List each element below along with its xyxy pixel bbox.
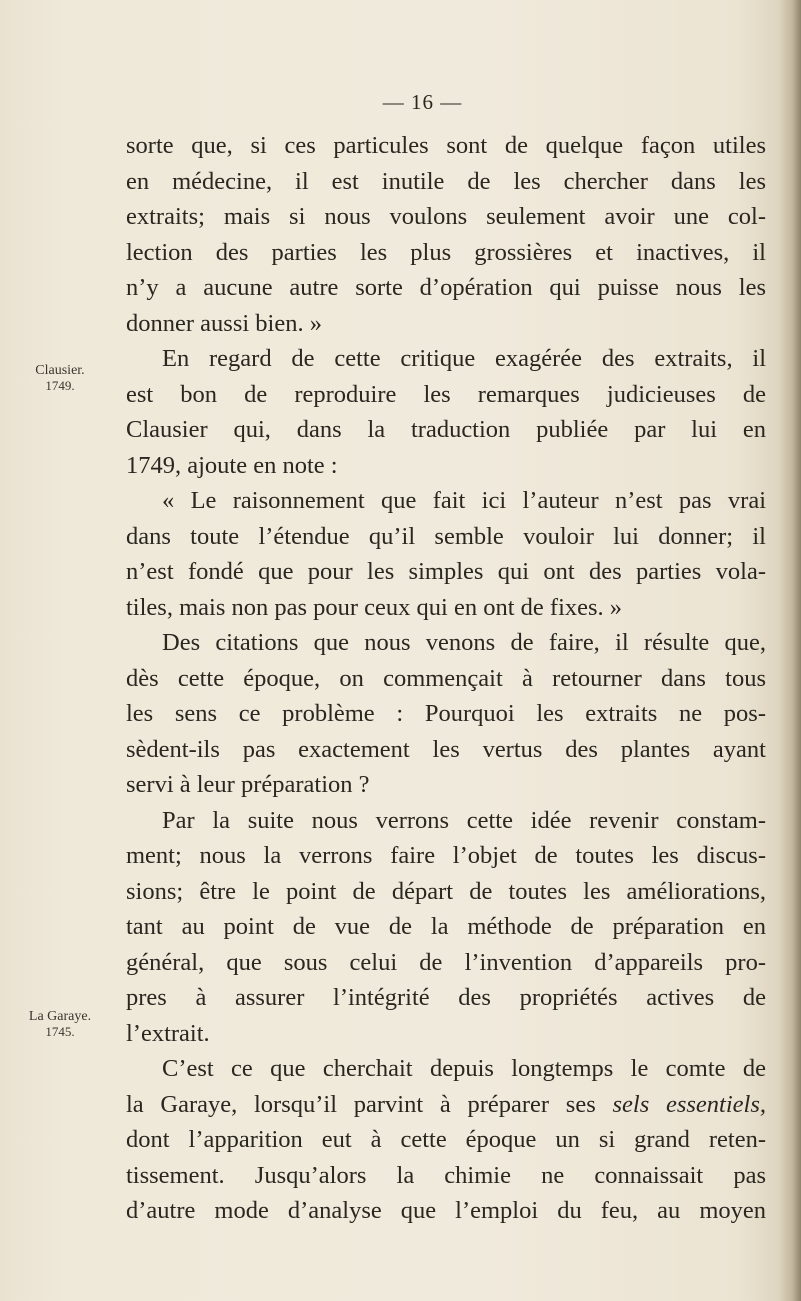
text-line: tissement. Jusqu’alors la chimie ne connaissait pas xyxy=(126,1161,766,1189)
text-line: ment; nous la verrons faire l’objet de toutes les discus- xyxy=(126,842,766,869)
margin-note-name: Clausier. xyxy=(35,363,85,378)
text-segment: la Garaye, lorsqu’il parvint à préparer ses xyxy=(126,1090,613,1118)
page-edge-shadow xyxy=(779,0,801,1301)
text-line: Des citations que nous venons de faire, il résulte que, xyxy=(162,629,766,656)
text-line: 1749, ajoute en note : xyxy=(126,451,338,479)
text-line: dont l’apparition eut à cette époque un si grand reten- xyxy=(126,1126,766,1153)
text-line: Clausier qui, dans la traduction publiée par lui en xyxy=(126,416,766,443)
text-line: est bon de reproduire les remarques judicieuses de xyxy=(126,380,766,408)
margin-note-la-garaye xyxy=(10,1009,110,1039)
margin-note-year: 1749. xyxy=(45,378,75,393)
text-line: dès cette époque, on commençait à retourner dans tous xyxy=(126,664,766,692)
text-line: tiles, mais non pas pour ceux qui en ont de fixes. » xyxy=(126,593,623,621)
body-text xyxy=(126,128,766,1229)
page-number: — 16 — xyxy=(382,90,463,114)
italic-phrase: sels essentiels, xyxy=(612,1090,766,1118)
text-line: extraits; mais si nous voulons seulement avoir une col- xyxy=(126,203,766,230)
text-line: C’est ce que cherchait depuis longtemps le comte de xyxy=(162,1055,766,1082)
text-line: lection des parties les plus grossières et inactives, il xyxy=(126,238,766,266)
margin-note-name: La Garaye. xyxy=(28,1009,92,1024)
text-line-with-italic xyxy=(126,1087,766,1123)
text-line: dans toute l’étendue qu’il semble vouloir lui donner; il xyxy=(126,522,766,550)
text-line: « Le raisonnement que fait ici l’auteur n’est pas vrai xyxy=(162,487,766,514)
text-line: d’autre mode d’analyse que l’emploi du feu, au moyen xyxy=(126,1197,766,1224)
margin-note-clausier xyxy=(10,363,110,393)
text-line: tant au point de vue de la méthode de préparation en xyxy=(126,913,766,940)
text-line: servi à leur préparation ? xyxy=(126,771,370,798)
text-line: sorte que, si ces particules sont de quelque façon utiles xyxy=(126,132,766,159)
text-line: sions; être le point de départ de toutes les améliorations, xyxy=(126,877,766,905)
text-line: n’y a aucune autre sorte d’opération qui puisse nous les xyxy=(126,274,766,301)
text-line: n’est fondé que pour les simples qui ont des parties vola- xyxy=(126,558,766,585)
text-line: en médecine, il est inutile de les chercher dans les xyxy=(126,167,766,195)
text-line: pres à assurer l’intégrité des propriétés actives de xyxy=(126,984,766,1011)
text-line: les sens ce problème : Pourquoi les extraits ne pos- xyxy=(126,700,766,727)
text-line: Par la suite nous verrons cette idée revenir constam- xyxy=(162,806,766,834)
text-line: l’extrait. xyxy=(126,1019,210,1047)
text-line: donner aussi bien. » xyxy=(126,309,322,337)
text-line: En regard de cette critique exagérée des extraits, il xyxy=(162,345,766,372)
text-line: général, que sous celui de l’invention d’appareils pro- xyxy=(126,948,766,976)
margin-note-year: 1745. xyxy=(45,1024,75,1039)
text-line: sèdent-ils pas exactement les vertus des plantes ayant xyxy=(126,735,766,763)
